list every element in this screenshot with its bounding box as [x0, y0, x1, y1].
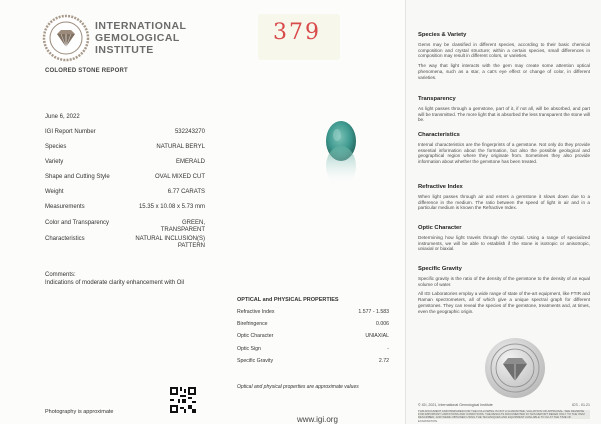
field-label: Measurements: [45, 204, 85, 210]
info-characteristics: [418, 133, 590, 169]
info-optic-character: [418, 226, 590, 256]
field-value: 6.77 CARATS: [167, 189, 205, 195]
field-value-line1: NATURAL INCLUSION(S): [135, 236, 205, 242]
optical-value: 2.72: [378, 358, 389, 364]
info-paragraph: The way that light interacts with the gem may create some attention optical phenomena, such as a star, a cat's eye effect or change of color, in different varieties.: [418, 63, 590, 80]
info-heading: Characteristics: [418, 132, 460, 138]
field-label: Species: [45, 144, 67, 150]
optical-value: 1.577 - 1.583: [358, 309, 389, 315]
field-value: EMERALD: [175, 159, 205, 165]
optical-label: Refractive Index: [237, 309, 275, 315]
field-value-line1: GREEN,: [181, 220, 205, 226]
info-paragraph: Gems may be classified in different species, according to their basic chemical composition and crystal structure; within a certain species, small differences in composition may result in different colors, or varieties.: [418, 41, 590, 59]
field-label: Color and Transparency: [45, 220, 110, 226]
gemstone-reflection: [325, 164, 357, 190]
brand-line-2: GEMOLOGICAL: [95, 32, 180, 44]
info-paragraph: Specific gravity is the ratio of the density of the gemstone to the density of an equal volume of water.: [418, 275, 590, 287]
info-paragraph: As light passes through a gemstone, part of it, if not all, will be absorbed, and part will be transmitted. The more light that is absorbed the less transparent the stone will be.: [418, 105, 591, 123]
optical-label: Birefringence: [237, 321, 268, 327]
report-date: June 6, 2022: [45, 114, 80, 120]
info-paragraph: When light passes through air and enters a gemstone it slows down due to a difference in the medium. The ratio between the speed of light in air and in a particular medium is known the Refractive Index.: [418, 193, 590, 211]
qr-code-icon[interactable]: [170, 387, 196, 413]
field-value: NATURAL BERYL: [156, 144, 205, 150]
optical-value: -: [387, 346, 389, 352]
report-type: COLORED STONE REPORT: [45, 68, 128, 74]
disclaimer-text: THIS DOCUMENT AND PREPARED FOR THE FOLLOWING IS NOT A GUARANTEE, VALUATION OR APPRAISAL. SEE REVERSE FOR IMPORTANT LIMITATIONS AND CONDITIONS. THE RESULTS DOCUMENTED IN THIS REPORT REFER ONLY TO THE ITEM DESCRIBED, AND WERE OBTAINED USING THE TECHNIQUES AND EQUIPMENT AVAILABLE TO IGI AT THE TIME OF EXAMINATION.: [418, 409, 585, 423]
institute-name: [95, 20, 186, 56]
info-species-variety: [418, 33, 590, 85]
copyright-line: [418, 403, 590, 407]
brand-line-3: INSTITUTE: [95, 44, 154, 56]
optical-value: 0.006: [376, 321, 389, 327]
copyright-text: © IGI, 2021, International Gemological Institute: [418, 403, 493, 407]
info-heading: Optic Character: [418, 225, 462, 231]
info-transparency: [418, 97, 590, 127]
info-specific-gravity: [418, 267, 590, 319]
field-value: OVAL MIXED CUT: [154, 174, 205, 180]
igi-seal-icon: [484, 337, 546, 399]
info-paragraph: All IGI Laboratories employ a wide range of state of the-art equipment, like FTIR and Raman spectrometers, all of which give a unique spectral graph for different gemstones. They can reveal the species of the gemstone, treatments and, at times, even the geographic origin.: [418, 291, 590, 314]
brand-line-1: INTERNATIONAL: [95, 20, 187, 32]
field-value-line2: PATTERN: [177, 243, 205, 249]
field-value-line2: TRANSPARENT: [160, 227, 205, 233]
disclaimer-box: [418, 409, 590, 423]
field-label: Weight: [45, 189, 64, 195]
form-code: ICS - 01.21: [571, 403, 590, 407]
info-paragraph: Determining how light travels through the crystal. Using a range of specialized instruments, we will be able to establish if the stone is isotropic or anisotropic, uniaxial or biaxial.: [418, 234, 590, 252]
info-heading: Refractive Index: [418, 184, 463, 190]
info-heading: Species & Variety: [418, 32, 467, 38]
igi-logo-icon: [42, 14, 90, 62]
info-heading: Specific Gravity: [418, 266, 462, 272]
handwritten-number: 379: [273, 20, 321, 45]
optical-title: OPTICAL and PHYSICAL PROPERTIES: [237, 297, 339, 303]
optical-value: UNIAXIAL: [365, 333, 389, 339]
field-value: 15.35 x 10.08 x 5.73 mm: [138, 204, 205, 210]
photo-note: Photography is approximate: [45, 409, 114, 415]
field-label: Shape and Cutting Style: [45, 174, 110, 180]
info-heading: Transparency: [418, 96, 456, 102]
field-label: IGI Report Number: [45, 129, 96, 135]
comments-label: Comments:: [45, 272, 76, 278]
info-refractive-index: [418, 185, 590, 215]
optical-note: Optical and physical properties are approximate values: [237, 384, 359, 390]
optical-label: Optic Sign: [237, 346, 261, 352]
comments-text: Indications of moderate clarity enhancement with Oil: [45, 280, 185, 286]
website-link[interactable]: www.igi.org: [297, 415, 338, 424]
field-label: Variety: [45, 159, 64, 165]
comments-block: [45, 271, 184, 287]
field-value: 532243270: [174, 129, 205, 135]
optical-label: Optic Character: [237, 333, 274, 339]
optical-label: Specific Gravity: [237, 358, 274, 364]
info-paragraph: Internal characteristics are the fingerprints of a gemstone. Not only do they provide essential information about the formation, but also the possible geological and geographical region where they originate from. Sometimes they also provide information about whether the gemstone has been treated.: [418, 141, 590, 165]
field-label: Characteristics: [45, 236, 85, 242]
